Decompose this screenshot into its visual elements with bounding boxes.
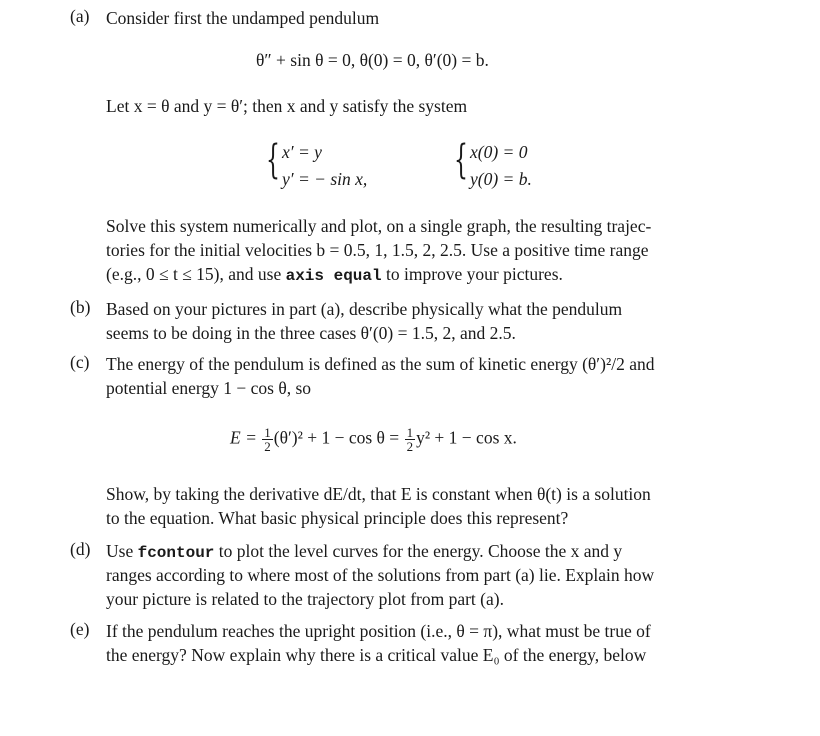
right-system-brace: {	[454, 137, 468, 183]
part-a-para-line-1: Solve this system numerically and plot, on a single graph, the resulting trajec-	[106, 216, 652, 236]
part-d-label: (d)	[70, 539, 91, 559]
energy-eq-lhs: E =	[230, 427, 257, 448]
half-fraction-1: $\frac{1}{2}$	[264, 425, 271, 454]
pendulum-ode: θ″ + sin θ = 0, θ(0) = 0, θ′(0) = b.	[256, 50, 489, 70]
system-eq-x: x′ = y	[282, 142, 322, 162]
part-d-line-2: ranges according to where most of the solutions from part (a) lie. Explain how	[106, 565, 655, 585]
part-b-line-1: Based on your pictures in part (a), describe physically what the pendulum	[106, 299, 623, 319]
part-e	[70, 619, 760, 669]
initial-condition-y: y(0) = b.	[470, 169, 532, 189]
part-b-label: (b)	[70, 297, 91, 317]
axis-equal-code: axis equal	[285, 267, 382, 285]
part-e-label: (e)	[70, 619, 90, 639]
part-d-line-3: your picture is related to the trajectory plot from part (a).	[106, 589, 504, 609]
energy-equation	[230, 426, 517, 453]
fcontour-code: fcontour	[137, 544, 215, 562]
part-b	[70, 297, 760, 347]
part-a-intro: Consider first the undamped pendulum	[106, 8, 380, 28]
part-c-line-2: potential energy 1 − cos θ, so	[106, 378, 312, 398]
part-d-line-1: Use fcontour to plot the level curves for the energy. Choose the x and y	[106, 541, 623, 562]
part-a-para-line-3: (e.g., 0 ≤ t ≤ 15), and use axis equal to improve your pictures.	[106, 264, 563, 285]
energy-eq-mid: (θ′)² + 1 − cos θ =	[273, 427, 400, 448]
part-c	[70, 352, 760, 532]
system-eq-y: y′ = − sin x,	[282, 169, 368, 189]
part-c-line-1: The energy of the pendulum is defined as the sum of kinetic energy (θ′)²/2 and	[106, 354, 655, 374]
part-a-let-line: Let x = θ and y = θ′; then x and y satisfy the system	[106, 96, 468, 116]
part-c-line-3: Show, by taking the derivative dE/dt, that E is constant when θ(t) is a solution	[106, 484, 651, 504]
half-fraction-2: $\frac{1}{2}$	[406, 425, 414, 454]
part-a	[70, 6, 760, 296]
part-c-line-4: to the equation. What basic physical principle does this represent?	[106, 508, 569, 528]
part-a-label: (a)	[70, 6, 90, 26]
part-e-line-2: the energy? Now explain why there is a critical value E₀ of the energy, below	[106, 645, 647, 665]
part-d	[70, 539, 760, 613]
part-c-label: (c)	[70, 352, 90, 372]
initial-condition-x: x(0) = 0	[470, 142, 528, 162]
part-b-line-2: seems to be doing in the three cases θ′(0) = 1.5, 2, and 2.5.	[106, 323, 516, 343]
energy-eq-end: y² + 1 − cos x.	[416, 427, 517, 448]
part-e-line-1: If the pendulum reaches the upright position (i.e., θ = π), what must be true of	[106, 621, 651, 641]
left-system-brace: {	[266, 137, 280, 183]
part-a-para-line-2: tories for the initial velocities b = 0.5, 1, 1.5, 2, 2.5. Use a positive time range	[106, 240, 649, 260]
